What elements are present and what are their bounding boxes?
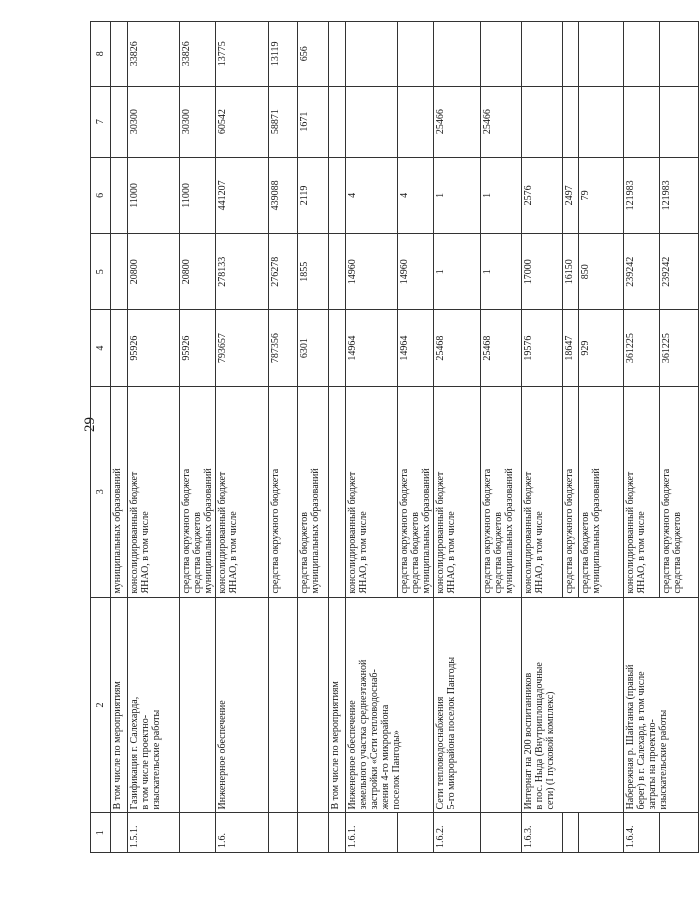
row-name <box>269 597 298 813</box>
column-header: 7 <box>91 86 111 157</box>
row-source: консолидированный бюджет ЯНАО, в том числе <box>216 386 269 597</box>
value-cell <box>111 86 128 157</box>
value-cell: 2119 <box>298 157 329 233</box>
table-row <box>522 22 563 853</box>
row-code <box>481 813 522 853</box>
value-cell <box>329 157 346 233</box>
value-cell <box>481 22 522 87</box>
value-cell: 25466 <box>481 86 522 157</box>
row-source: средства окружного бюджета средства бюджетов муниципальных образований <box>180 386 216 597</box>
row-name: Набережная р. Шайтанка (правый берег) в г. Салехард, в том числе затраты на проектно- изыскательские работы <box>624 597 699 813</box>
value-cell: 1671 <box>298 86 329 157</box>
value-cell: 1 <box>434 234 481 310</box>
value-cell: 787356 <box>269 310 298 386</box>
value-cell: 276278 <box>269 234 298 310</box>
value-cell: 30300 <box>180 86 216 157</box>
value-cell: 1 <box>481 234 522 310</box>
row-code <box>660 813 699 853</box>
value-cell <box>434 22 481 87</box>
row-source: средства окружного бюджета <box>563 386 579 597</box>
row-code: 1.6. <box>216 813 269 853</box>
value-cell <box>563 22 579 87</box>
row-code <box>111 813 128 853</box>
value-cell: 14960 <box>398 234 434 310</box>
value-cell: 6301 <box>298 310 329 386</box>
row-code: 1.6.4. <box>624 813 660 853</box>
table-row <box>298 22 329 853</box>
value-cell: 850 <box>579 234 624 310</box>
value-cell: 14960 <box>346 234 398 310</box>
value-cell: 16150 <box>563 234 579 310</box>
value-cell: 20800 <box>180 234 216 310</box>
row-code <box>398 813 434 853</box>
row-code: 1.6.2. <box>434 813 481 853</box>
value-cell: 121983 <box>660 157 699 233</box>
value-cell <box>329 22 346 87</box>
value-cell: 33826 <box>180 22 216 87</box>
row-code <box>329 813 346 853</box>
value-cell: 25468 <box>481 310 522 386</box>
value-cell: 11000 <box>128 157 180 233</box>
row-source: средства окружного бюджета средства бюджетов <box>660 386 699 597</box>
value-cell: 1 <box>434 157 481 233</box>
value-cell <box>329 86 346 157</box>
value-cell: 17000 <box>522 234 563 310</box>
row-name: Сети тепловодоснабжения 5-го микрорайона поселок Пангоды <box>434 597 481 813</box>
value-cell: 441207 <box>216 157 269 233</box>
value-cell: 19576 <box>522 310 563 386</box>
row-code: 1.6.1. <box>346 813 398 853</box>
value-cell: 793657 <box>216 310 269 386</box>
column-header: 2 <box>91 597 111 813</box>
table-row <box>624 22 660 853</box>
value-cell: 95926 <box>180 310 216 386</box>
header-row <box>91 22 111 853</box>
value-cell: 1 <box>481 157 522 233</box>
value-cell <box>522 22 563 87</box>
row-name: Инженерное обеспечение <box>216 597 269 813</box>
table-row <box>269 22 298 853</box>
row-name <box>481 597 522 813</box>
value-cell: 4 <box>398 157 434 233</box>
table-row <box>216 22 269 853</box>
value-cell: 58871 <box>269 86 298 157</box>
page-number: 29 <box>82 417 98 432</box>
value-cell <box>660 22 699 87</box>
value-cell <box>563 86 579 157</box>
value-cell: 25466 <box>434 86 481 157</box>
row-source: консолидированный бюджет ЯНАО, в том числе <box>346 386 398 597</box>
value-cell: 361225 <box>624 310 660 386</box>
table-row <box>180 22 216 853</box>
value-cell: 2576 <box>522 157 563 233</box>
column-header: 1 <box>91 813 111 853</box>
value-cell <box>624 22 660 87</box>
value-cell <box>522 86 563 157</box>
column-header: 8 <box>91 22 111 87</box>
value-cell <box>111 22 128 87</box>
row-name: Инженерное обеспечение земельного участка среднеэтажной застройки «Сети тепловодоснаб- жения 4-го микрорайона поселок Пангоды» <box>346 597 434 813</box>
value-cell: 20800 <box>128 234 180 310</box>
value-cell: 33826 <box>128 22 180 87</box>
value-cell <box>346 86 398 157</box>
value-cell: 13775 <box>216 22 269 87</box>
row-source: средства окружного бюджета средства бюджетов муниципальных образований <box>398 386 434 597</box>
column-header: 5 <box>91 234 111 310</box>
row-source: средства бюджетов муниципальных образований <box>298 386 329 597</box>
value-cell <box>398 86 434 157</box>
table-row <box>346 22 398 853</box>
value-cell: 239242 <box>624 234 660 310</box>
column-header: 6 <box>91 157 111 233</box>
value-cell <box>624 86 660 157</box>
column-header: 3 <box>91 386 111 597</box>
table-row <box>434 22 481 853</box>
value-cell: 60542 <box>216 86 269 157</box>
value-cell: 439088 <box>269 157 298 233</box>
value-cell <box>660 86 699 157</box>
table-row <box>111 22 128 853</box>
value-cell: 239242 <box>660 234 699 310</box>
row-name <box>180 597 216 813</box>
row-code <box>579 813 624 853</box>
column-header: 4 <box>91 310 111 386</box>
value-cell: 11000 <box>180 157 216 233</box>
value-cell <box>579 22 624 87</box>
value-cell: 656 <box>298 22 329 87</box>
value-cell <box>329 234 346 310</box>
value-cell: 25468 <box>434 310 481 386</box>
table-row <box>481 22 522 853</box>
value-cell: 929 <box>579 310 624 386</box>
value-cell <box>111 310 128 386</box>
row-name: В том числе по мероприятиям <box>111 597 128 813</box>
value-cell: 79 <box>579 157 624 233</box>
value-cell <box>111 234 128 310</box>
row-source <box>329 386 346 597</box>
row-code <box>180 813 216 853</box>
value-cell: 30300 <box>128 86 180 157</box>
value-cell: 13119 <box>269 22 298 87</box>
row-source: консолидированный бюджет ЯНАО, в том числе <box>128 386 180 597</box>
value-cell: 4 <box>346 157 398 233</box>
value-cell <box>111 157 128 233</box>
row-name: Газификация г. Салехарда, в том числе проектно- изыскательские работы <box>128 597 180 813</box>
value-cell <box>579 86 624 157</box>
value-cell: 278133 <box>216 234 269 310</box>
table-row <box>128 22 180 853</box>
row-source: муниципальных образований <box>111 386 128 597</box>
value-cell: 95926 <box>128 310 180 386</box>
row-source: консолидированный бюджет ЯНАО, в том числе <box>434 386 481 597</box>
row-source: консолидированный бюджет ЯНАО, в том числе <box>624 386 660 597</box>
row-code: 1.5.1. <box>128 813 180 853</box>
value-cell <box>329 310 346 386</box>
value-cell <box>398 22 434 87</box>
row-source: средства окружного бюджета средства бюджетов муниципальных образований <box>481 386 522 597</box>
row-name: В том числе по мероприятиям <box>329 597 346 813</box>
value-cell: 18647 <box>563 310 579 386</box>
row-name <box>298 597 329 813</box>
budget-table <box>90 21 699 853</box>
row-code <box>269 813 298 853</box>
value-cell: 14964 <box>346 310 398 386</box>
row-source: средства бюджетов муниципальных образований <box>579 386 624 597</box>
value-cell: 1855 <box>298 234 329 310</box>
value-cell: 2497 <box>563 157 579 233</box>
table-row <box>329 22 346 853</box>
value-cell: 14964 <box>398 310 434 386</box>
row-code <box>563 813 579 853</box>
row-name: Интернат на 200 воспитанников в пос. Ныда (Внутриплощадочные сети) (I пусковой комплекс) <box>522 597 624 813</box>
row-code <box>298 813 329 853</box>
row-source: консолидированный бюджет ЯНАО, в том числе <box>522 386 563 597</box>
value-cell: 361225 <box>660 310 699 386</box>
value-cell <box>346 22 398 87</box>
row-source: средства окружного бюджета <box>269 386 298 597</box>
row-code: 1.6.3. <box>522 813 563 853</box>
value-cell: 121983 <box>624 157 660 233</box>
